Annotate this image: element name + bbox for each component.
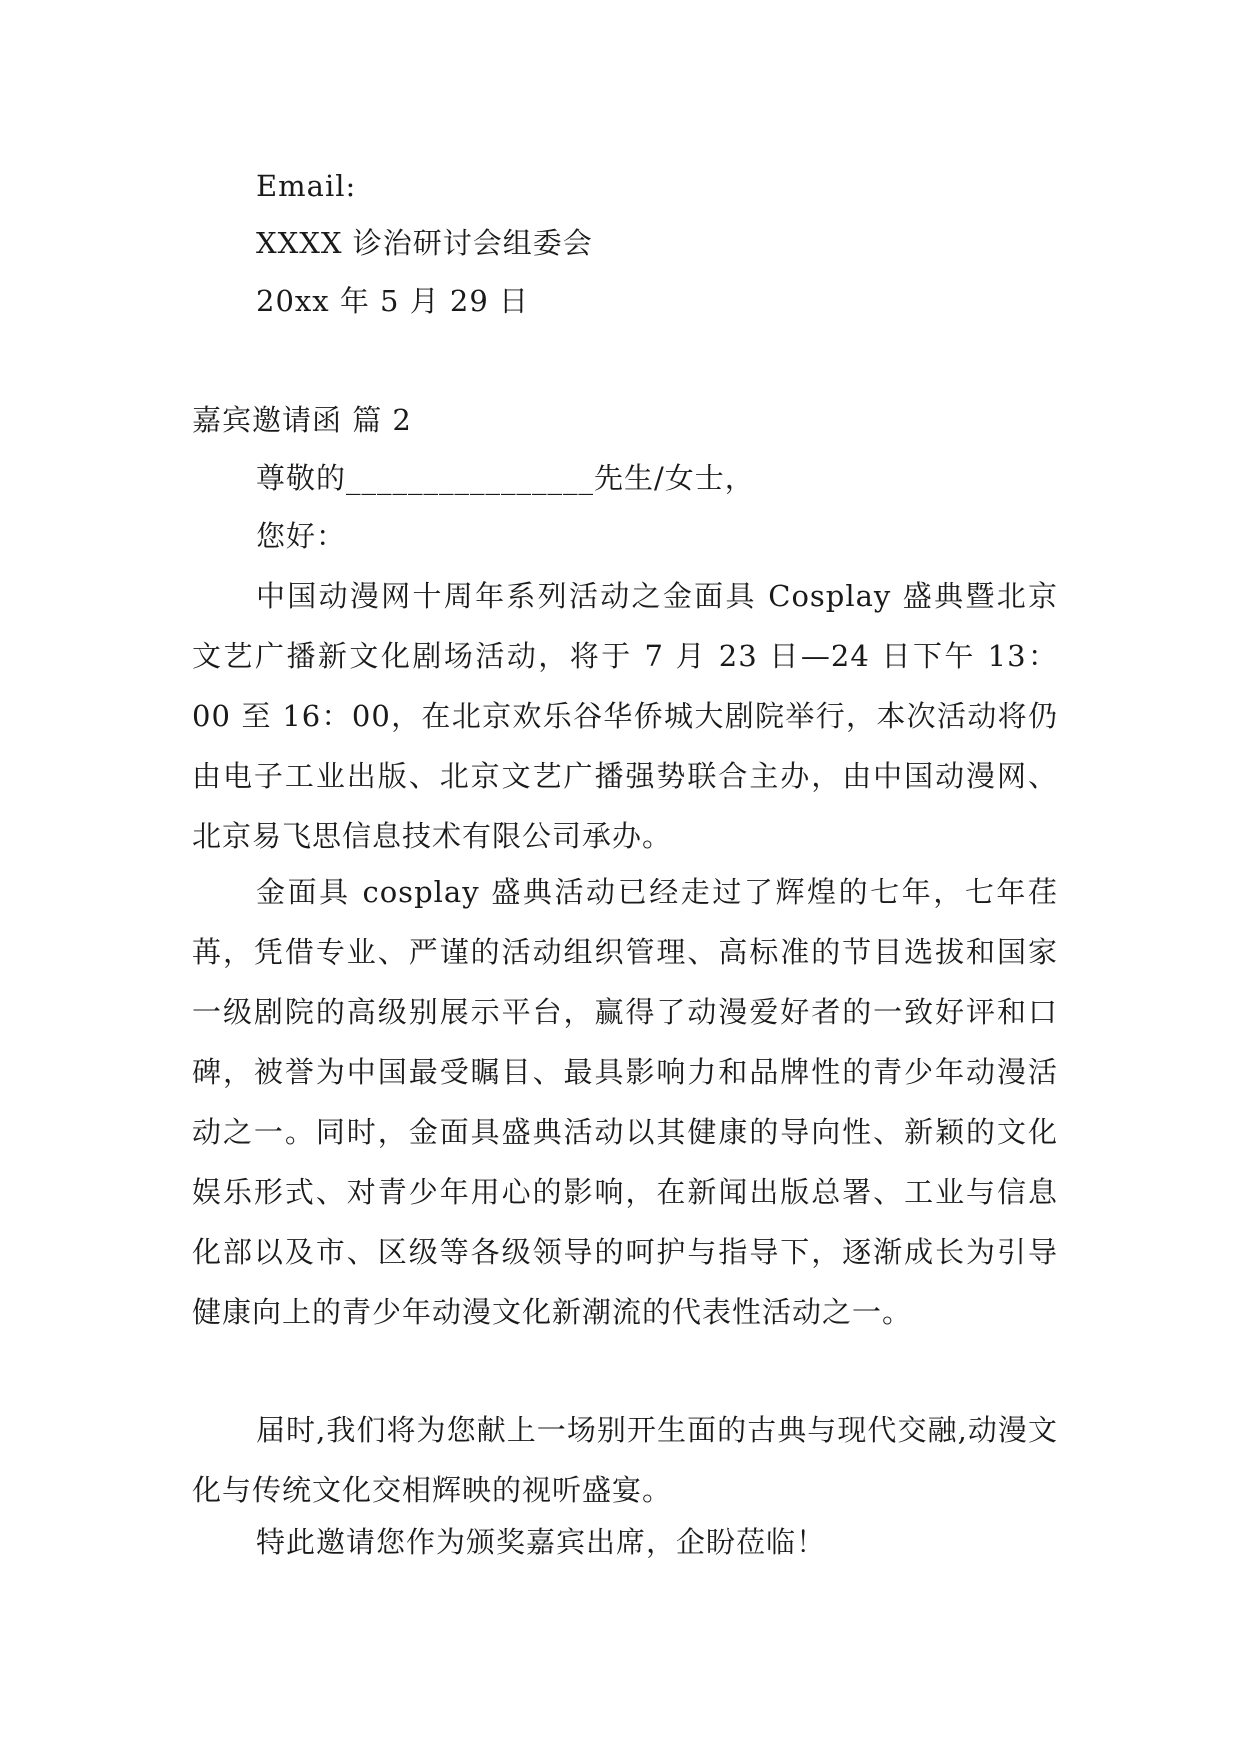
organizer-line: XXXX 诊治研讨会组委会 [256, 226, 593, 260]
date-line: 20xx 年 5 月 29 日 [256, 284, 530, 318]
paragraph-3: 届时,我们将为您献上一场别开生面的古典与现代交融,动漫文化与传统文化交相辉映的视听盛宴。 [192, 1413, 1058, 1507]
closing-line: 特此邀请您作为颁奖嘉宾出席，企盼莅临！ [256, 1525, 827, 1559]
salutation: 尊敬的________________先生/女士， [256, 461, 755, 495]
greeting: 您好： [256, 519, 347, 553]
paragraph-1: 中国动漫网十周年系列活动之金面具 Cosplay 盛典暨北京文艺广播新文化剧场活动，将于 7 月 23 日—24 日下午 13：00 至 16：00，在北京欢乐谷华侨城大剧院举行，本次活动将仍由电子工业出版、北京文艺广播强势联合主办，由中国动漫网、北京易飞思信息技术有限公司承办。 [192, 579, 1058, 853]
paragraph-2: 金面具 cosplay 盛典活动已经走过了辉煌的七年，七年荏苒，凭借专业、严谨的活动组织管理、高标准的节目选拔和国家一级剧院的高级别展示平台，赢得了动漫爱好者的一致好评和口碑，被誉为中国最受瞩目、最具影响力和品牌性的青少年动漫活动之一。同时，金面具盛典活动以其健康的导向性、新颖的文化娱乐形式、对青少年用心的影响，在新闻出版总署、工业与信息化部以及市、区级等各级领导的呵护与指导下，逐渐成长为引导健康向上的青少年动漫文化新潮流的代表性活动之一。 [192, 875, 1058, 1329]
section-title: 嘉宾邀请函 篇 2 [192, 403, 412, 437]
email-line: Email: [256, 169, 357, 203]
